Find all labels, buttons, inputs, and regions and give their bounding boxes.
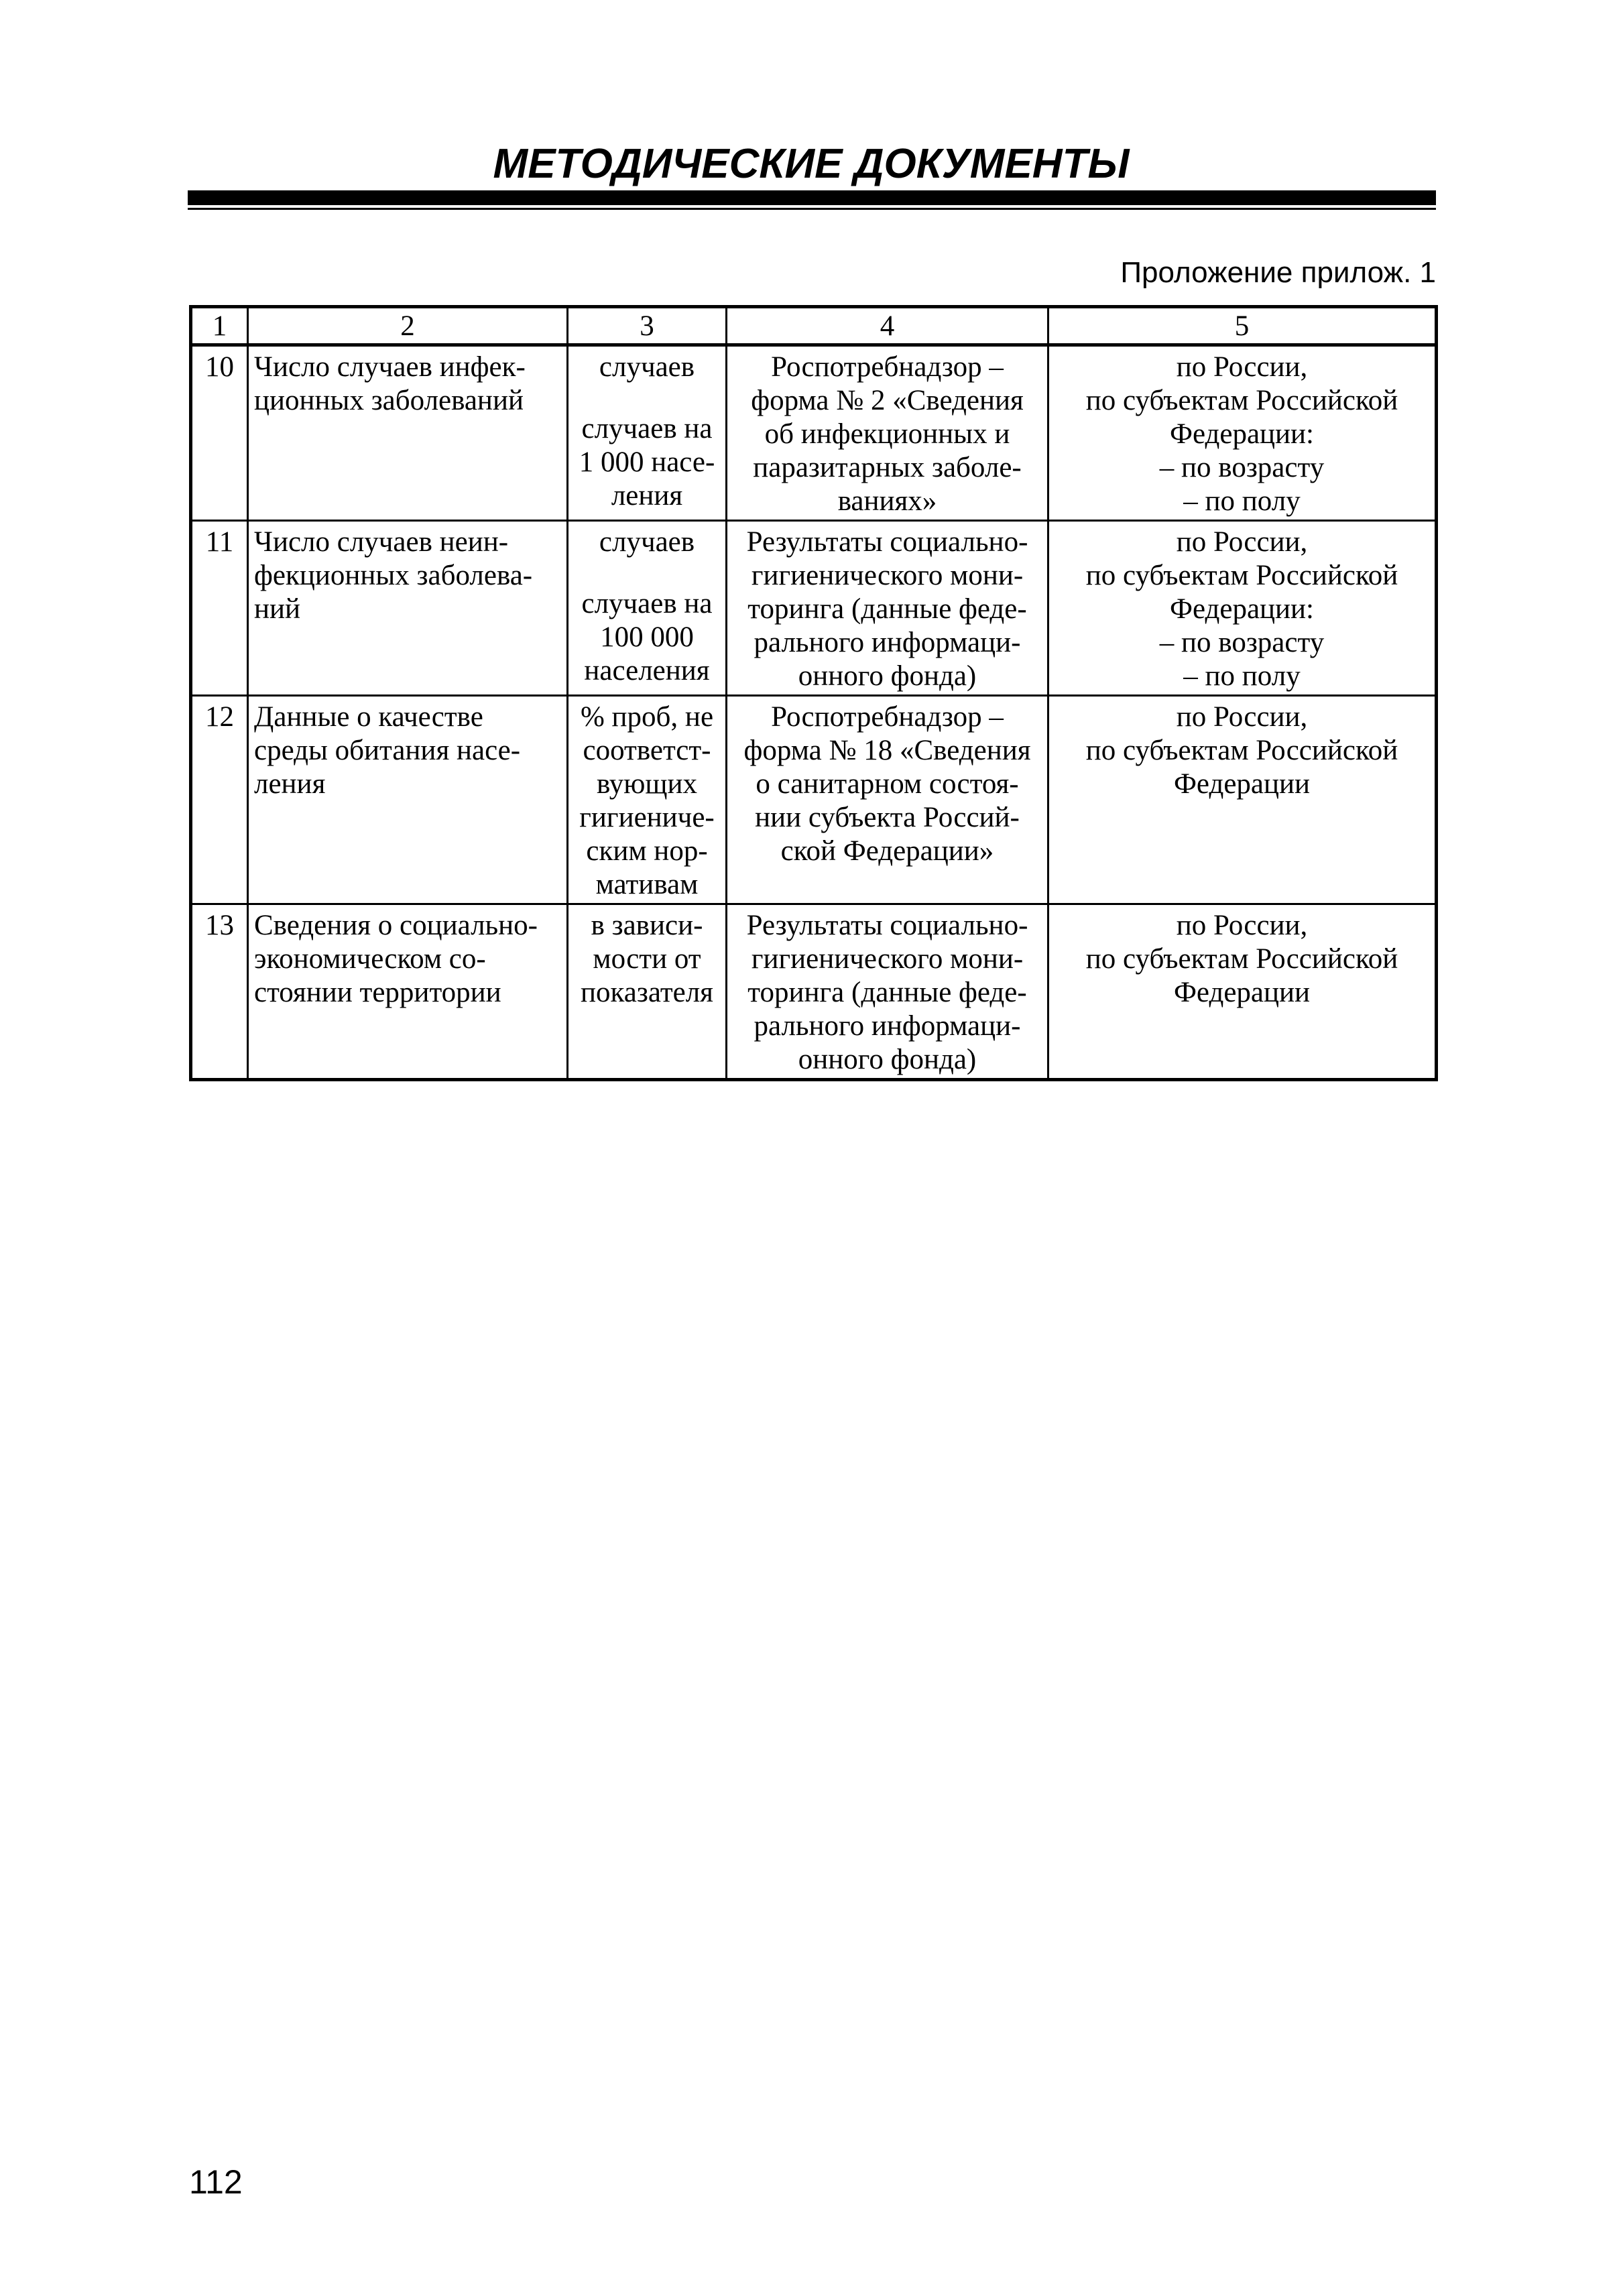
cell-line: – по полу [1183, 660, 1301, 692]
cell-line: торинга (данные феде- [747, 977, 1027, 1008]
cell-line: по субъектам Российской [1085, 385, 1398, 416]
cell-line: рального информаци- [754, 627, 1021, 658]
column-number-cell: 4 [727, 307, 1048, 345]
cell-line: ления [611, 480, 683, 511]
header-rule-thin [188, 208, 1436, 210]
aggregation-level-cell [1048, 521, 1437, 696]
cell-line: гигиениче- [579, 802, 715, 833]
header-rule-thick [188, 190, 1436, 205]
aggregation-level-cell [1048, 345, 1437, 521]
unit-cell [568, 345, 727, 521]
cell-line: по России, [1176, 526, 1308, 558]
cell-line: форма № 18 «Сведения [743, 735, 1031, 766]
indicator-name-cell [248, 696, 568, 904]
unit-cell [568, 904, 727, 1080]
cell-line: о санитарном состоя- [756, 768, 1019, 800]
cell-line: в зависи- [591, 910, 703, 941]
column-number-cell: 2 [248, 307, 568, 345]
cell-line: Число случаев инфек- [254, 351, 526, 383]
cell-line: рального информаци- [754, 1010, 1021, 1042]
cell-line: Сведения о социально- [254, 910, 538, 941]
cell-line: 100 000 [600, 621, 694, 653]
cell-line: – по возрасту [1159, 452, 1325, 483]
cell-line: Федерации: [1169, 418, 1315, 450]
cell-line: ваниях» [837, 485, 937, 517]
cell-line: Результаты социально- [746, 526, 1028, 558]
row-number-cell: 12 [191, 696, 248, 904]
cell-line: Роспотребнадзор – [771, 701, 1004, 733]
cell-line: по субъектам Российской [1085, 943, 1398, 975]
cell-line: случаев на [581, 413, 713, 444]
appendix-label: Проложение прилож. 1 [1120, 256, 1436, 289]
cell-line: фекционных заболева- [254, 560, 533, 591]
indicator-name-cell [248, 904, 568, 1080]
indicator-name-cell [248, 521, 568, 696]
cell-line: ний [254, 593, 301, 625]
column-number-cell: 3 [568, 307, 727, 345]
source-cell [727, 696, 1048, 904]
table-row [191, 696, 1437, 904]
cell-line: об инфекционных и [764, 418, 1010, 450]
cell-line: показателя [581, 977, 713, 1008]
cell-line: мативам [595, 869, 699, 900]
aggregation-level-cell [1048, 696, 1437, 904]
row-number-cell: 10 [191, 345, 248, 521]
indicator-name-cell [248, 345, 568, 521]
cell-line: соответст- [583, 735, 711, 766]
cell-line: населения [584, 655, 710, 686]
cell-line: случаев [599, 526, 695, 558]
cell-line: паразитарных заболе- [753, 452, 1022, 483]
cell-line: случаев на [581, 588, 713, 619]
source-cell [727, 345, 1048, 521]
cell-line: гигиенического мони- [751, 943, 1024, 975]
cell-gap [574, 559, 720, 587]
cell-line: гигиенического мони- [751, 560, 1024, 591]
cell-line: % проб, не [580, 701, 714, 733]
source-cell [727, 904, 1048, 1080]
cell-line: по субъектам Российской [1085, 560, 1398, 591]
table-row [191, 521, 1437, 696]
cell-line: форма № 2 «Сведения [751, 385, 1024, 416]
cell-line: Федерации [1173, 977, 1311, 1008]
cell-line: по России, [1176, 701, 1308, 733]
page-header-title: МЕТОДИЧЕСКИЕ ДОКУМЕНТЫ [493, 141, 1130, 187]
cell-line: 1 000 насе- [579, 446, 715, 478]
cell-line: ционных заболеваний [254, 385, 524, 416]
column-number-cell: 5 [1048, 307, 1437, 345]
cell-line: Число случаев неин- [254, 526, 509, 558]
column-number-cell: 1 [191, 307, 248, 345]
cell-line: вующих [596, 768, 698, 800]
cell-line: – по полу [1183, 485, 1301, 517]
unit-cell [568, 521, 727, 696]
column-number-row [191, 307, 1437, 345]
cell-line: по России, [1176, 351, 1308, 383]
cell-line: ской Федерации» [780, 835, 994, 867]
cell-line: среды обитания насе- [254, 735, 521, 766]
row-number-cell: 11 [191, 521, 248, 696]
cell-line: Роспотребнадзор – [771, 351, 1004, 383]
unit-cell [568, 696, 727, 904]
cell-line: стоянии территории [254, 977, 501, 1008]
cell-line: Результаты социально- [746, 910, 1028, 941]
aggregation-level-cell [1048, 904, 1437, 1080]
page-number: 112 [189, 2163, 243, 2201]
cell-line: по России, [1176, 910, 1308, 941]
cell-line: ским нор- [586, 835, 708, 867]
cell-line: по субъектам Российской [1085, 735, 1398, 766]
cell-line: Данные о качестве [254, 701, 483, 733]
cell-line: онного фонда) [798, 660, 977, 692]
source-cell [727, 521, 1048, 696]
cell-line: случаев [599, 351, 695, 383]
indicators-table [189, 305, 1438, 1081]
cell-line: торинга (данные феде- [747, 593, 1027, 625]
cell-line: ления [254, 768, 326, 800]
table-row [191, 345, 1437, 521]
cell-line: Федерации: [1169, 593, 1315, 625]
cell-line: нии субъекта Россий- [755, 802, 1020, 833]
cell-line: онного фонда) [798, 1044, 977, 1075]
row-number-cell: 13 [191, 904, 248, 1080]
cell-line: экономическом со- [254, 943, 486, 975]
cell-line: – по возрасту [1159, 627, 1325, 658]
cell-line: Федерации [1173, 768, 1311, 800]
table-row [191, 904, 1437, 1080]
table-body [191, 307, 1437, 1080]
cell-line: мости от [593, 943, 701, 975]
cell-gap [574, 384, 720, 412]
